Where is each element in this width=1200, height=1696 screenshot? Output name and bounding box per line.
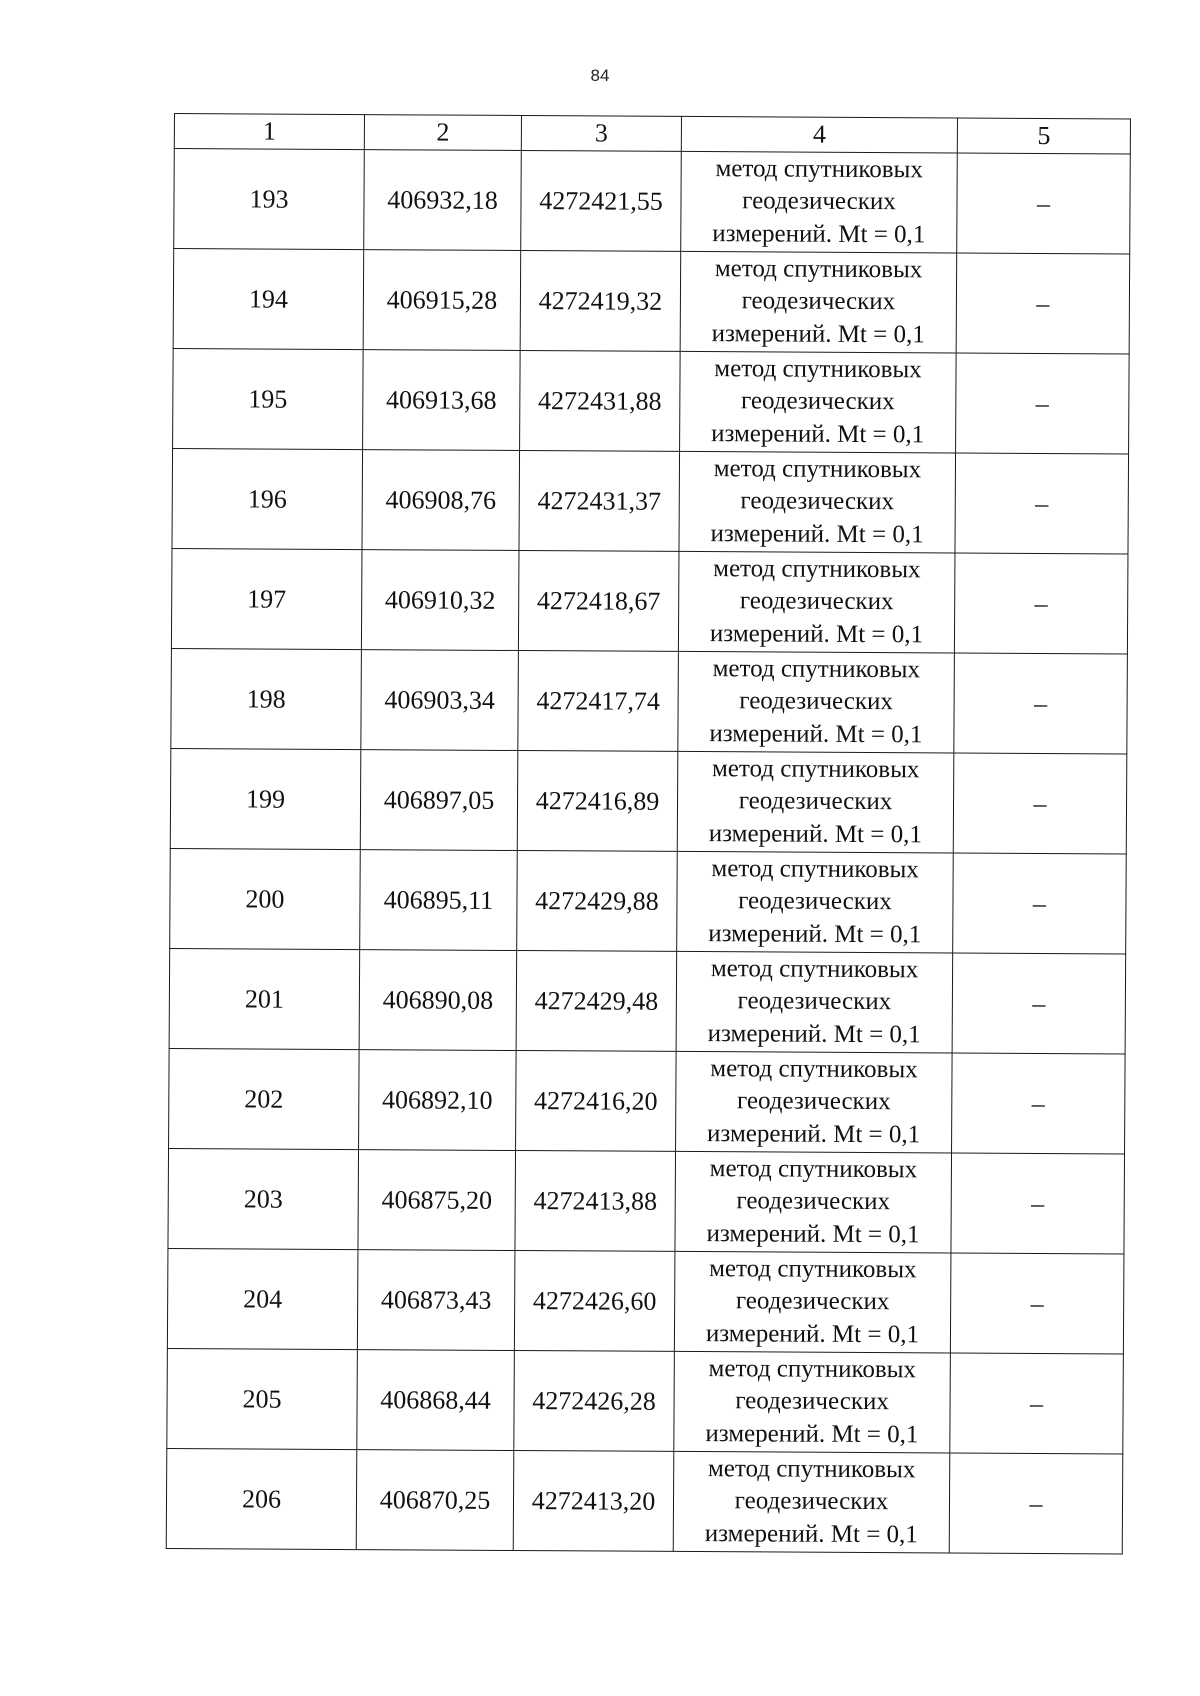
table-row bbox=[168, 1148, 1125, 1254]
note-cell: – bbox=[953, 753, 1127, 854]
note-cell: – bbox=[954, 653, 1128, 754]
table-row bbox=[167, 1348, 1124, 1454]
method-cell: метод спутниковых геодезических измерений. Mt = 0,1 bbox=[674, 1351, 951, 1453]
point-number-cell: 197 bbox=[171, 548, 362, 649]
table-row bbox=[170, 748, 1127, 854]
note-cell: – bbox=[952, 953, 1126, 1054]
column-header-2: 2 bbox=[364, 115, 521, 151]
x-coordinate-cell: 406903,34 bbox=[361, 650, 519, 751]
table-row bbox=[167, 1248, 1124, 1354]
y-coordinate-cell: 4272418,67 bbox=[518, 550, 679, 651]
point-number-cell: 203 bbox=[168, 1148, 359, 1249]
table-row bbox=[166, 1448, 1123, 1554]
method-cell: метод спутниковых геодезических измерений. Mt = 0,1 bbox=[680, 251, 957, 353]
point-number-cell: 205 bbox=[167, 1348, 358, 1449]
column-header-1: 1 bbox=[174, 114, 364, 150]
y-coordinate-cell: 4272416,89 bbox=[517, 750, 678, 851]
x-coordinate-cell: 406932,18 bbox=[364, 150, 522, 251]
point-number-cell: 195 bbox=[173, 348, 364, 449]
y-coordinate-cell: 4272426,60 bbox=[514, 1250, 675, 1351]
x-coordinate-cell: 406897,05 bbox=[360, 750, 518, 851]
point-number-cell: 198 bbox=[171, 648, 362, 749]
table-row bbox=[173, 348, 1130, 454]
method-cell: метод спутниковых геодезических измерений. Mt = 0,1 bbox=[677, 751, 954, 853]
table-row bbox=[169, 1048, 1126, 1154]
y-coordinate-cell: 4272426,28 bbox=[514, 1350, 675, 1451]
point-number-cell: 199 bbox=[170, 748, 361, 849]
table-row bbox=[171, 548, 1128, 654]
method-cell: метод спутниковых геодезических измерений. Mt = 0,1 bbox=[678, 651, 955, 753]
table-header-row bbox=[174, 114, 1130, 155]
y-coordinate-cell: 4272413,20 bbox=[513, 1450, 674, 1551]
x-coordinate-cell: 406895,11 bbox=[360, 850, 518, 951]
method-cell: метод спутниковых геодезических измерений. Mt = 0,1 bbox=[679, 451, 956, 553]
y-coordinate-cell: 4272429,88 bbox=[517, 850, 678, 951]
method-cell: метод спутниковых геодезических измерений. Mt = 0,1 bbox=[681, 151, 958, 253]
table-body bbox=[166, 149, 1130, 1554]
note-cell: – bbox=[954, 553, 1128, 654]
method-cell: метод спутниковых геодезических измерений. Mt = 0,1 bbox=[677, 851, 954, 953]
point-number-cell: 196 bbox=[172, 448, 363, 549]
method-cell: метод спутниковых геодезических измерений. Mt = 0,1 bbox=[675, 1151, 952, 1253]
x-coordinate-cell: 406870,25 bbox=[356, 1450, 514, 1551]
column-header-5: 5 bbox=[957, 118, 1130, 154]
note-cell: – bbox=[950, 1253, 1124, 1354]
column-header-4: 4 bbox=[681, 116, 957, 153]
note-cell: – bbox=[955, 453, 1129, 554]
note-cell: – bbox=[953, 853, 1127, 954]
coordinates-table bbox=[166, 113, 1131, 1554]
note-cell: – bbox=[951, 1153, 1125, 1254]
note-cell: – bbox=[950, 1353, 1124, 1454]
x-coordinate-cell: 406913,68 bbox=[363, 350, 521, 451]
method-cell: метод спутниковых геодезических измерений. Mt = 0,1 bbox=[676, 951, 953, 1053]
point-number-cell: 206 bbox=[166, 1448, 357, 1549]
note-cell: – bbox=[956, 253, 1130, 354]
table-row bbox=[172, 448, 1129, 554]
table-row bbox=[173, 249, 1130, 355]
note-cell: – bbox=[956, 353, 1130, 454]
x-coordinate-cell: 406910,32 bbox=[361, 550, 519, 651]
note-cell: – bbox=[952, 1053, 1126, 1154]
method-cell: метод спутниковых геодезических измерений. Mt = 0,1 bbox=[680, 351, 957, 453]
y-coordinate-cell: 4272413,88 bbox=[515, 1150, 676, 1251]
column-header-3: 3 bbox=[521, 116, 681, 152]
method-cell: метод спутниковых геодезических измерений. Mt = 0,1 bbox=[674, 1251, 951, 1353]
y-coordinate-cell: 4272417,74 bbox=[518, 650, 679, 751]
point-number-cell: 201 bbox=[169, 948, 360, 1049]
x-coordinate-cell: 406868,44 bbox=[357, 1350, 515, 1451]
y-coordinate-cell: 4272416,20 bbox=[516, 1050, 677, 1151]
x-coordinate-cell: 406892,10 bbox=[359, 1050, 517, 1151]
point-number-cell: 193 bbox=[174, 149, 365, 250]
method-cell: метод спутниковых геодезических измерений. Mt = 0,1 bbox=[678, 551, 955, 653]
y-coordinate-cell: 4272419,32 bbox=[520, 250, 681, 351]
table-row bbox=[169, 948, 1126, 1054]
y-coordinate-cell: 4272431,37 bbox=[519, 450, 680, 551]
method-cell: метод спутниковых геодезических измерений. Mt = 0,1 bbox=[676, 1051, 953, 1153]
point-number-cell: 204 bbox=[167, 1248, 358, 1349]
point-number-cell: 200 bbox=[170, 848, 361, 949]
y-coordinate-cell: 4272431,88 bbox=[520, 350, 681, 451]
table-row bbox=[174, 149, 1131, 255]
x-coordinate-cell: 406915,28 bbox=[363, 250, 521, 351]
x-coordinate-cell: 406875,20 bbox=[358, 1150, 516, 1251]
method-cell: метод спутниковых геодезических измерений. Mt = 0,1 bbox=[673, 1451, 950, 1553]
y-coordinate-cell: 4272429,48 bbox=[516, 950, 677, 1051]
table-row bbox=[171, 648, 1128, 754]
note-cell: – bbox=[949, 1453, 1123, 1554]
y-coordinate-cell: 4272421,55 bbox=[521, 151, 682, 252]
table-row bbox=[170, 848, 1127, 954]
page-number: 84 bbox=[590, 66, 610, 85]
point-number-cell: 202 bbox=[169, 1048, 360, 1149]
x-coordinate-cell: 406908,76 bbox=[362, 450, 520, 551]
x-coordinate-cell: 406890,08 bbox=[359, 950, 517, 1051]
x-coordinate-cell: 406873,43 bbox=[357, 1250, 515, 1351]
point-number-cell: 194 bbox=[173, 249, 364, 350]
note-cell: – bbox=[957, 153, 1131, 254]
